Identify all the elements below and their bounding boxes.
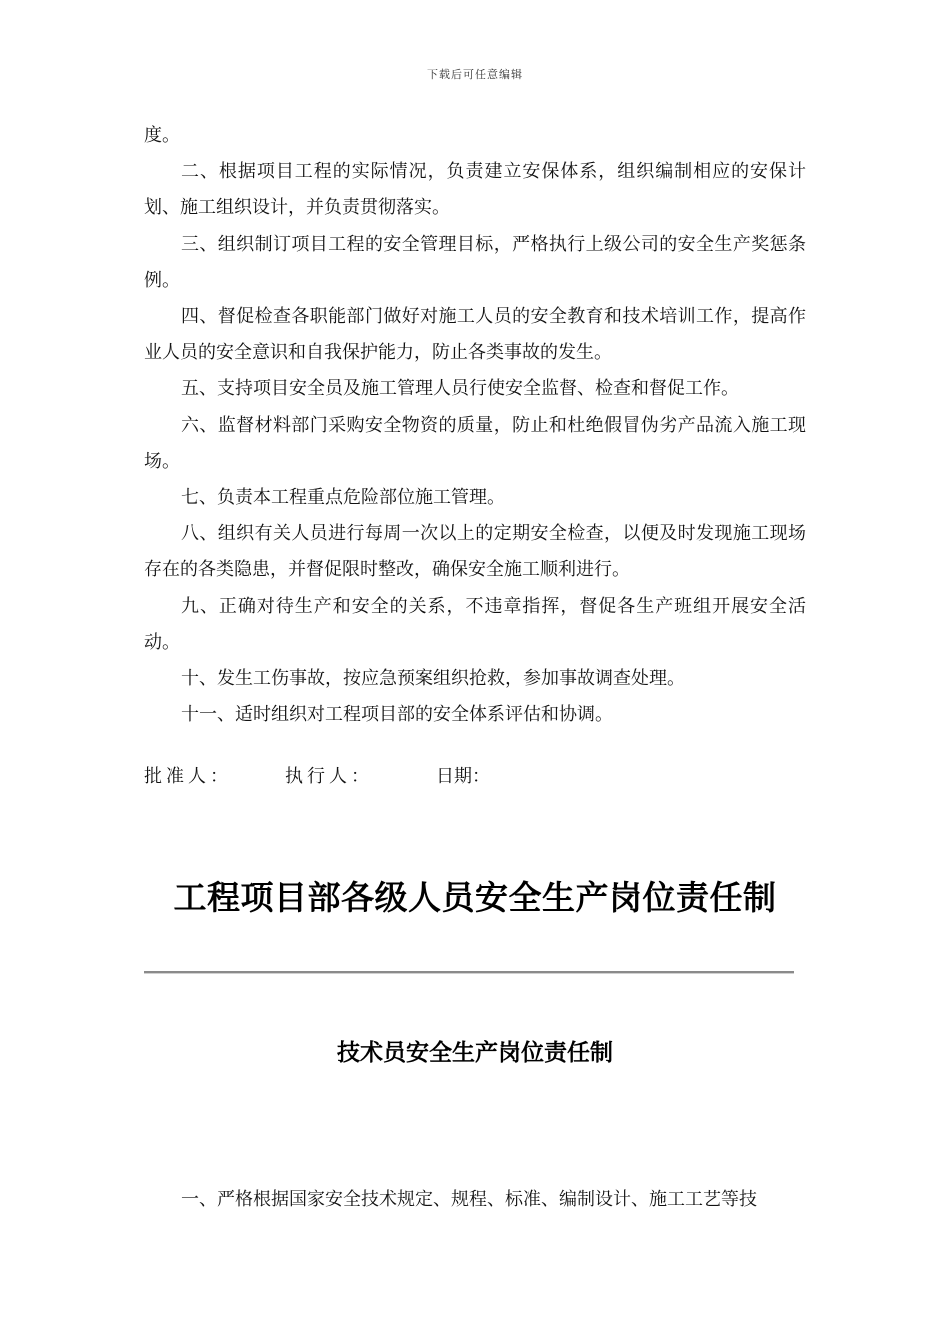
paragraph-item-9: 九、正确对待生产和安全的关系，不违章指挥，督促各生产班组开展安全活动。 xyxy=(144,595,806,653)
paragraph-item-6: 六、监督材料部门采购安全物资的质量，防止和杜绝假冒伪劣产品流入施工现场。 xyxy=(144,414,806,472)
section-first-paragraph-wrapper xyxy=(144,1182,806,1218)
paragraph-item-11: 十一、适时组织对工程项目部的安全体系评估和协调。 xyxy=(181,704,613,726)
paragraph-item-7: 七、负责本工程重点危险部位施工管理。 xyxy=(181,487,505,509)
paragraph-item-8: 八、组织有关人员进行每周一次以上的定期安全检查，以便及时发现施工现场存在的各类隐患，并督促限时整改，确保安全施工顺利进行。 xyxy=(144,523,806,581)
paragraph-item-3: 三、组织制订项目工程的安全管理目标，严格执行上级公司的安全生产奖惩条例。 xyxy=(144,233,806,291)
paragraph-item-4: 四、督促检查各职能部门做好对施工人员的安全教育和技术培训工作，提高作业人员的安全意识和自我保护能力，防止各类事故的发生。 xyxy=(144,306,806,364)
section-sub-title: 技术员安全生产岗位责任制 xyxy=(337,1040,613,1066)
paragraph-item-10: 十、发生工伤事故，按应急预案组织抢救，参加事故调查处理。 xyxy=(181,668,685,690)
signature-approver-label: 批准人： xyxy=(144,766,232,787)
paragraph-item-5: 五、支持项目安全员及施工管理人员行使安全监督、检查和督促工作。 xyxy=(181,378,739,400)
signature-date-label: 日期： xyxy=(436,766,490,787)
title-divider xyxy=(144,971,794,974)
section-first-paragraph: 一、严格根据国家安全技术规定、规程、标准、编制设计、施工工艺等技 xyxy=(181,1189,757,1210)
signature-line xyxy=(144,762,490,792)
page-header-note: 下载后可任意编辑 xyxy=(427,68,523,81)
paragraph-continuation: 度。 xyxy=(144,125,180,146)
paragraph-item-2: 二、根据项目工程的实际情况，负责建立安保体系，组织编制相应的安保计划、施工组织设计，并负责贯彻落实。 xyxy=(144,161,806,219)
signature-executor-label: 执行人： xyxy=(285,766,373,787)
section-main-title: 工程项目部各级人员安全生产岗位责任制 xyxy=(173,878,777,917)
document-body xyxy=(144,118,806,733)
